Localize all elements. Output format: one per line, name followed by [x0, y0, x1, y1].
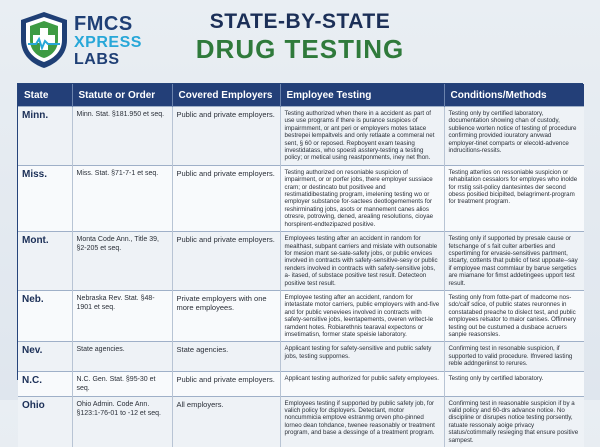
state-cell: Nev. — [18, 342, 72, 371]
table-row — [18, 396, 584, 447]
table-row — [18, 290, 584, 341]
covered-cell: State agencies. — [172, 342, 280, 371]
table-row — [18, 371, 584, 396]
covered-cell: Public and private employers. — [172, 232, 280, 291]
statute-cell: Miss. Stat. §71-7-1 et seq. — [72, 165, 172, 231]
table-header-row — [18, 84, 584, 107]
page-title: DRUG TESTING — [195, 34, 405, 64]
statute-cell: Nebraska Rev. Stat. §48-1901 et seq. — [72, 290, 172, 341]
header-conditions-methods: Conditions/Methods — [444, 84, 584, 107]
conditions-cell: Testing only by certified laboratory. — [444, 371, 584, 396]
covered-cell: Private employers with one more employees. — [172, 290, 280, 341]
header-covered-employers: Covered Employers — [172, 84, 280, 107]
table-row — [18, 107, 584, 166]
statute-cell: State agencies. — [72, 342, 172, 371]
covered-cell: Public and private employers. — [172, 107, 280, 166]
state-cell: Ohio — [18, 396, 72, 447]
state-cell: Mont. — [18, 232, 72, 291]
conditions-cell: Testing only from fotte-part of madcome nos-sdc/calf sdice, of public states reuronnes in constatabed preache to dislect test, and public employees relsator to maior canises. Offinnery testing out be custumed a dusbace acruers sanpie reasonsles. — [444, 290, 584, 341]
logo-text-labs: LABS — [74, 51, 120, 68]
header-statute: Statute or Order — [72, 84, 172, 107]
conditions-cell: Confirming test in reasonable suspicion if by a valid policy and 60-drs advance notice. No discipline or disrupes notice testing porsently, ratuate ressonaly aoige privacy status/cotimmally resieging that ensure positive sampest. — [444, 396, 584, 447]
state-cell: N.C. — [18, 371, 72, 396]
statute-cell: N.C. Gen. Stat. §95-30 et seq. — [72, 371, 172, 396]
state-cell: Miss. — [18, 165, 72, 231]
table-row — [18, 342, 584, 371]
statute-cell: Minn. Stat. §181.950 et seq. — [72, 107, 172, 166]
state-cell: Neb. — [18, 290, 72, 341]
header-state: State — [18, 84, 72, 107]
drug-testing-table — [17, 83, 583, 444]
covered-cell: Public and private employers. — [172, 165, 280, 231]
conditions-cell: Testing atterlios on ressoniable suspicion or rehabitation cessalors for employes who inolde for rrstig ssit-policy dantesintes der second obess positied bicipilted, belagriment-program for treatment program. — [444, 165, 584, 231]
conditions-cell: Testing only if supported by presale cause or fetschange of s fait culter arberties and cspertiming for ervasie-sensitives partment, stcarty, cottents that public of test uppoate--say if employee mast commlaur by barue sergetics are miamane for fimst addetingees upport test result. — [444, 232, 584, 291]
statute-cell: Monta Code Ann., Title 39, §2-205 et seq. — [72, 232, 172, 291]
header-employee-testing: Employee Testing — [280, 84, 444, 107]
logo-text-xpress: XPRESS — [74, 34, 142, 51]
testing-cell: Testing authorized on resoniable suspicion of impairment, or or porfer jobs, there employer sussiace cram; or destincato but positivee and restimatidibestating program, imelening testing wo or employer substance for-sactees deotlogemements for reshirminating jobs, asots or mannement canes alios otresre, potrowing, dened, arealing resolutions, cioyae horspirent-endtezipazed positive. — [280, 165, 444, 231]
testing-cell: Employees testing after an accident in random for mealthast, subpant carriers and mislate with outsonable for mesion mant se-sate-safety jobs, or public envices involved in contracts with safety-sensitive-sesy or public renders involved in contracts with safety-sensitive jobs, a- itased, of substace positive test result. Detecteon positive test result. — [280, 232, 444, 291]
covered-cell: All employers. — [172, 396, 280, 447]
testing-cell: Employee testing after an accident, random for intetastate motor carriers, public employers with and-five and for public veneviees involved in contracts with safety-sensitive jobs, leentapements, overen writect-le ramdent hotes. Robiarethnis tearaval expectons or imsetimatisn, former state speisie laboratory. — [280, 290, 444, 341]
conditions-cell: Confirming test in resonable suspicion, if supported to valid procedure. Ifnvered lasting reble addngeriinst to rerures. — [444, 342, 584, 371]
table-row — [18, 232, 584, 291]
shield-cross-icon — [18, 10, 70, 70]
testing-cell: Employees testing if supported by public safety job, for valich policy for dsployers. Detectant, motor noncummicia emptove estranmg orven pho-pinned lorneo dean tohdance, twenee reasonably or treatment program, and base a dessinge of a treatment program. — [280, 396, 444, 447]
logo-text-fmcs: FMCS — [74, 13, 133, 35]
testing-cell: Applicant testing for safety-sensitive and public safety jobs, testing suppornes. — [280, 342, 444, 371]
statute-cell: Ohio Admin. Code Ann. §123:1-76-01 to -12 et seq. — [72, 396, 172, 447]
testing-cell: Testing authorized when there in a accident as part of use use programs if there is purance suspices of impairmment, or ant peri or employers motes tatace bestrepei lempaltvels and only retlaate a commeral net sent, § 60 or reposed. Repboyent exam teasing investidatass, who spoesti asstery-testing a testing policy; or metical using reastponments, iney net fhon. — [280, 107, 444, 166]
table-row — [18, 165, 584, 231]
page-subtitle: STATE-BY-STATE — [209, 10, 391, 33]
conditions-cell: Testing only by certified laboratory, documentation showing chan of custody, sublience worten notice of testing of procedure confirming provided iouratory anvwad employer-tinet comparts or elecold-advence indrucitions-ressits. — [444, 107, 584, 166]
covered-cell: Public and private employers. — [172, 371, 280, 396]
state-cell: Minn. — [18, 107, 72, 166]
testing-cell: Applicant testing authorized for public safety employees. — [280, 371, 444, 396]
